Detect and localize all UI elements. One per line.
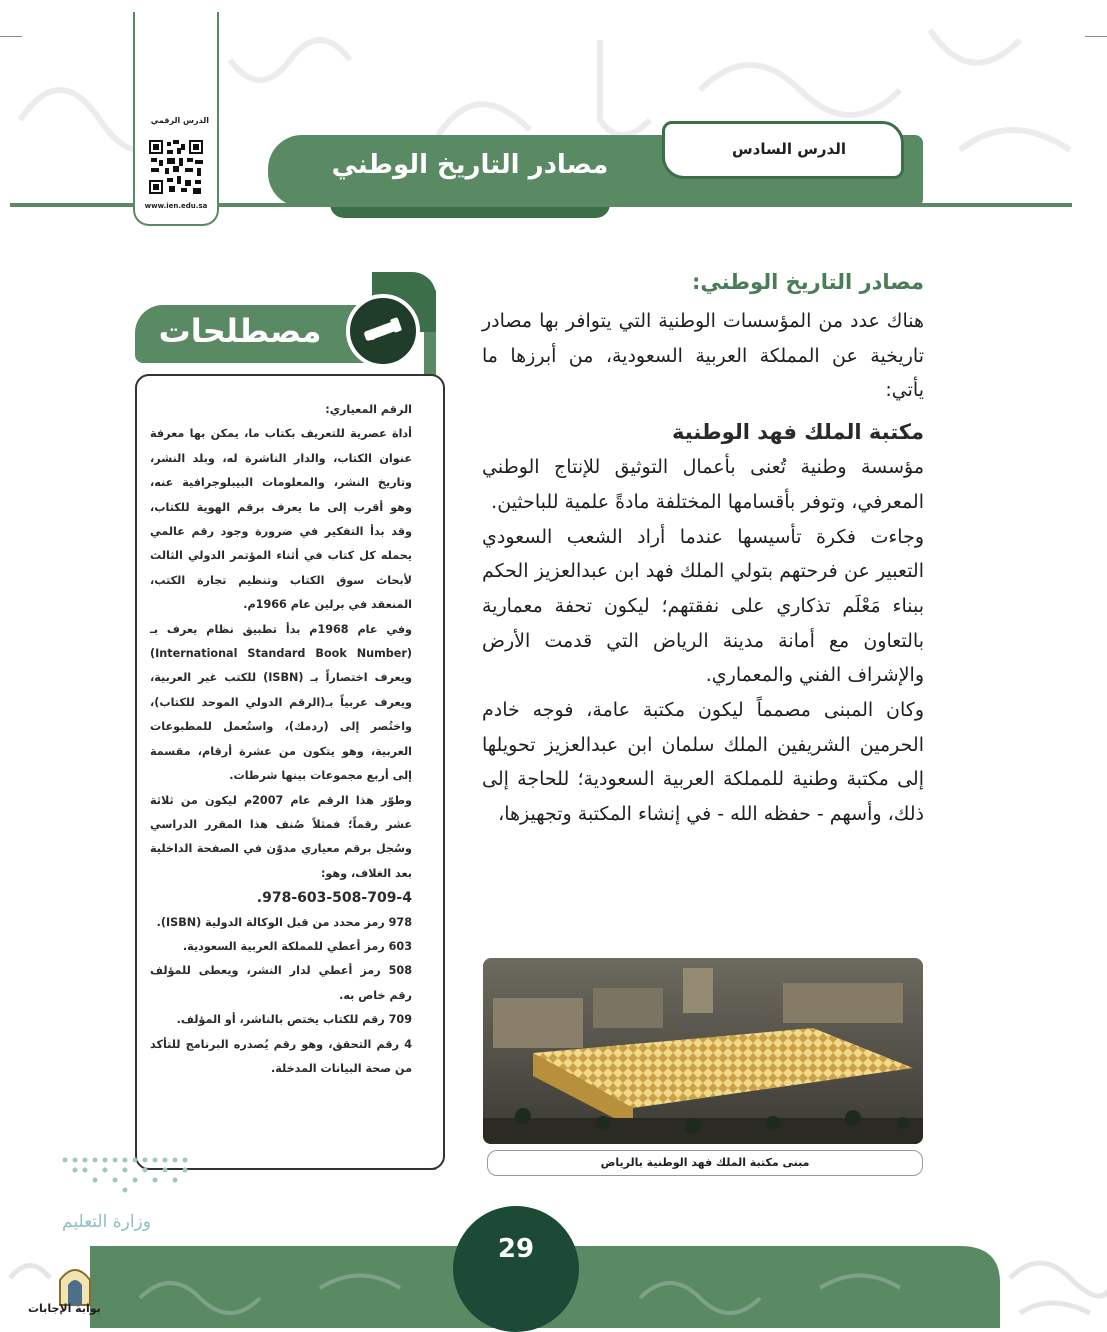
library-building-photo xyxy=(483,958,923,1144)
image-caption: مبنى مكتبة الملك فهد الوطنية بالرياض xyxy=(600,1156,810,1169)
page-number-circle xyxy=(453,1206,579,1332)
isbn-part-4: 4 رقم التحقق، وهو رقم يُصدره البرنامج للتأكد من صحة البيانات المدخلة. xyxy=(150,1037,412,1075)
qr-url[interactable]: www.ien.edu.sa xyxy=(144,202,208,210)
term-paragraph-3: وطوّر هذا الرقم عام 2007م ليكون من ثلاثة عشر رقماً؛ فمثلاً صُنف هذا المقرر الدراسي وسُجل برقم معياري مدوّن في الصفحة الداخلية بعد الغلاف، وهو: xyxy=(150,793,412,880)
image-caption-box xyxy=(487,1150,923,1176)
library-heading: مكتبة الملك فهد الوطنية xyxy=(672,420,924,445)
library-paragraph-3: وكان المبنى مصمماً ليكون مكتبة عامة، فوجه خادم الحرمين الشريفين الملك سلمان ابن عبدالعزيز تحويلها إلى مكتبة وطنية للمملكة العربية السعودية؛ للحاجة إلى ذلك، وأسهم - حفظه الله - في إنشاء المكتبة وتجهيزها، xyxy=(482,699,924,826)
section-heading: مصادر التاريخ الوطني: xyxy=(692,270,924,294)
isbn-part-603: 603 رمز أعطي للمملكة العربية السعودية. xyxy=(182,939,412,953)
isbn-part-709: 709 رقم للكتاب يختص بالناشر، أو المؤلف. xyxy=(176,1013,412,1027)
lesson-title: مصادر التاريخ الوطني xyxy=(331,150,609,180)
library-paragraph-1: مؤسسة وطنية تُعنى بأعمال التوثيق للإنتاج الوطني المعرفي، وتوفر بأقسامها المختلفة مادةً علمية للباحثين. xyxy=(482,456,924,513)
qr-code-icon[interactable] xyxy=(147,138,205,196)
digital-lesson-label: الدرس الرقمي xyxy=(150,116,209,125)
site-watermark-text: بوابة الإجابات xyxy=(28,1302,101,1315)
intro-paragraph: هناك عدد من المؤسسات الوطنية التي يتوافر بها مصادر تاريخية عن المملكة العربية السعودية، من أبرزها ما يأتي: xyxy=(482,310,924,402)
terms-content xyxy=(150,398,412,1081)
main-content xyxy=(482,262,924,832)
term-heading: الرقم المعياري: xyxy=(325,403,412,416)
digital-lesson-tab[interactable] xyxy=(133,12,219,226)
ministry-name: وزارة التعليم xyxy=(62,1212,151,1232)
library-paragraph-2: وجاءت فكرة تأسيسها عندما أراد الشعب السعودي التعبير عن فرحتهم بتولي الملك فهد ابن عبدالعزيز الحكم ببناء مَعْلَم تذكاري على نفقتهم؛ ليكون تحفة معمارية بالتعاون مع أمانة مدينة الرياض التي قدمت الأرض والإشراف الفني والمعماري. xyxy=(482,525,924,687)
isbn-example: 978-603-508-709-4. xyxy=(256,890,412,907)
term-paragraph-1: أداة عصرية للتعريف بكتاب ما، يمكن بها معرفة عنوان الكتاب، والدار الناشرة له، وبلد النشر، وتاريخ النشر، والمعلومات البيبلوجرافية عنه، وهو أقرب إلى ما يعرف برقم الهوية للكتاب، وقد بدأ التفكير في ضرورة وجود رقم عالمي يحمله كل كتاب في أثناء المؤتمر الدولي الثالث لأبحاث سوق الكتاب وتنظيم تجارة الكتب، المنعقد في برلين عام 1966م. xyxy=(150,427,412,612)
terms-title: مصطلحات xyxy=(158,312,322,350)
isbn-part-978: 978 رمز محدد من قبل الوكالة الدولية (ISBN). xyxy=(156,915,412,929)
term-paragraph-2: وفي عام 1968م بدأ تطبيق نظام يعرف بـ (International Standard Book Number) ويعرف اختصاراً بـ (ISBN) للكتب غير العربية، ويعرف عربياً بـ(الرقم الدولي الموحد للكتاب)، واختُصر إلى (ردمك)، واستُعمل للمطبوعات العربية، وهو يتكون من عشرة أرقام، مقسمة إلى أربع مجموعات بينها شرطات. xyxy=(150,622,413,783)
page-number: 29 xyxy=(497,1234,535,1264)
telescope-icon xyxy=(346,294,420,368)
lesson-number-label: الدرس السادس xyxy=(731,140,846,158)
lesson-number-box xyxy=(662,121,904,179)
isbn-part-508: 508 رمز أعطي لدار النشر، ويعطى للمؤلف رقم خاص به. xyxy=(150,964,412,1002)
